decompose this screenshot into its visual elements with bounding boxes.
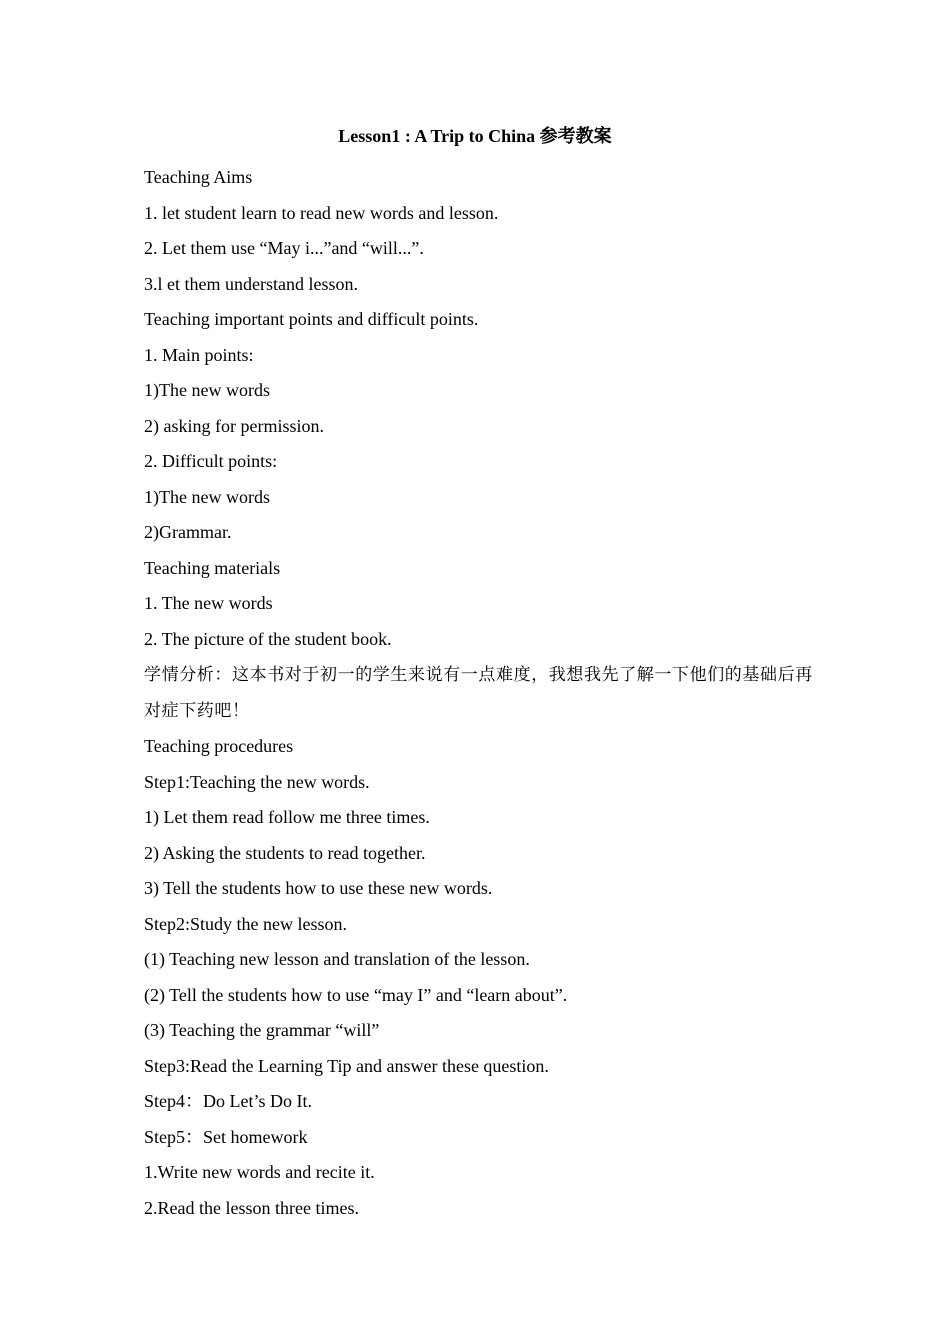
material-item-1: 1. The new words [144, 593, 273, 613]
difficult-point-item-2: 2)Grammar. [144, 522, 232, 542]
step-2-item-2: (2) Tell the students how to use “may I” and “learn about”. [144, 984, 568, 1005]
difficult-point-item-1: 1)The new words [144, 486, 270, 507]
main-points-heading: 1. Main points: [144, 344, 254, 365]
main-point-item-1: 1)The new words [144, 380, 270, 400]
step-2-item-1: (1) Teaching new lesson and translation of the lesson. [144, 949, 530, 969]
step-1-item-1: 1) Let them read follow me three times. [144, 807, 430, 827]
student-analysis-paragraph: 学情分析：这本书对于初一的学生来说有一点难度，我想我先了解一下他们的基础后再对症下药吧！ [144, 665, 813, 721]
document-title: Lesson1 : A Trip to China 参考教案 [338, 126, 612, 146]
document-body [144, 160, 814, 1226]
section-heading-teaching-procedures: Teaching procedures [144, 736, 294, 756]
section-heading-teaching-aims: Teaching Aims [144, 167, 253, 187]
step-1-item-2: 2) Asking the students to read together. [144, 842, 426, 863]
section-heading-important-points: Teaching important points and difficult points. [144, 309, 479, 329]
step-3-heading: Step3:Read the Learning Tip and answer these question. [144, 1055, 549, 1076]
main-point-item-2: 2) asking for permission. [144, 415, 324, 436]
step-4-heading: Step4：Do Let’s Do It. [144, 1091, 312, 1111]
aim-item-1: 1. let student learn to read new words and lesson. [144, 202, 499, 223]
section-heading-teaching-materials: Teaching materials [144, 557, 281, 578]
aim-item-3: 3.l et them understand lesson. [144, 273, 358, 294]
step-1-item-3: 3) Tell the students how to use these new words. [144, 878, 493, 898]
material-item-2: 2. The picture of the student book. [144, 628, 392, 649]
homework-item-2: 2.Read the lesson three times. [144, 1197, 359, 1218]
difficult-points-heading: 2. Difficult points: [144, 451, 278, 471]
step-2-heading: Step2:Study the new lesson. [144, 913, 347, 934]
homework-item-1: 1.Write new words and recite it. [144, 1162, 375, 1182]
aim-item-2: 2. Let them use “May i...”and “will...”. [144, 238, 424, 258]
step-2-item-3: (3) Teaching the grammar “will” [144, 1020, 380, 1040]
step-1-heading: Step1:Teaching the new words. [144, 771, 370, 792]
step-5-heading: Step5：Set homework [144, 1126, 308, 1147]
